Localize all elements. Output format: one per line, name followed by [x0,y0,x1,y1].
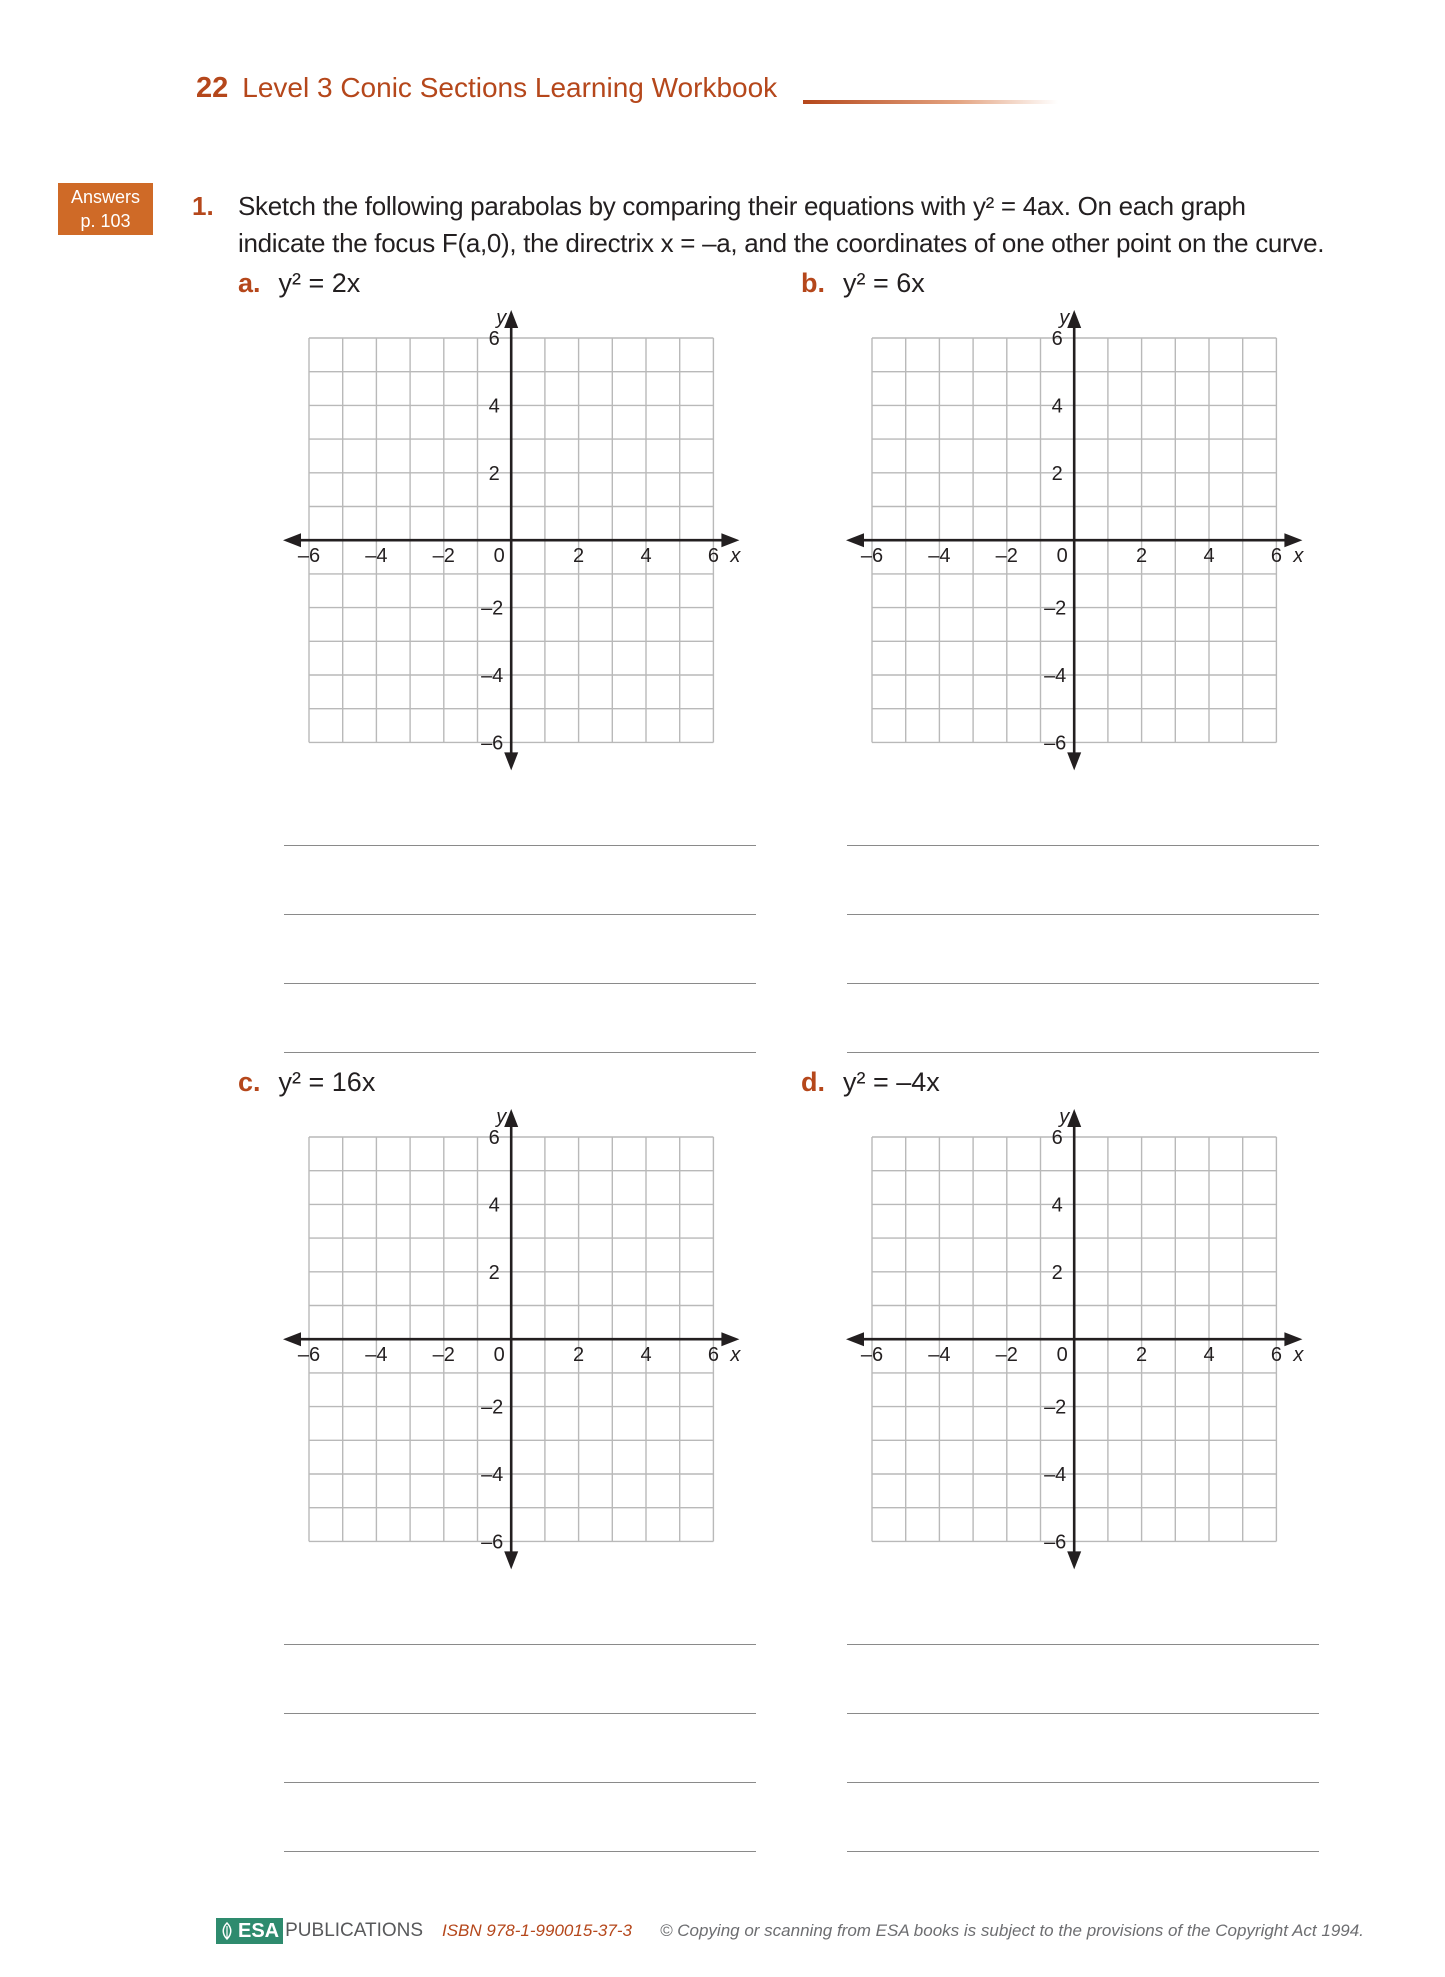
y-tick-label: –6 [481,1531,504,1554]
y-tick-label: 6 [1051,1127,1063,1149]
part-label-c [238,1067,375,1098]
y-axis-label: y [496,1106,507,1128]
y-axis-arrow-down [1067,1551,1081,1569]
x-axis-label: x [730,545,741,568]
x-tick-label: 2 [1136,545,1148,568]
y-axis-arrow-up [504,310,518,328]
part-letter: d. [801,1067,825,1097]
y-tick-label: 2 [488,462,500,485]
graph-d[interactable] [839,1099,1319,1589]
answers-tab[interactable] [58,183,153,235]
x-tick-label: 2 [1136,1344,1148,1367]
copyright-notice: © Copying or scanning from ESA books is subject to the provisions of the Copyright Act 1994. [660,1921,1364,1940]
y-tick-label: –2 [1044,597,1067,620]
x-tick-label: 2 [573,545,585,568]
y-axis-label: y [1059,1106,1070,1128]
x-axis-label: x [1293,1344,1304,1367]
leaf-icon [220,1922,234,1940]
question-equation: y² = 4ax [972,191,1064,221]
y-tick-label: 4 [488,1194,500,1217]
answers-label: Answers [70,187,141,207]
answer-line[interactable] [847,983,1319,984]
y-tick-label: –4 [1044,665,1067,687]
y-axis-label: y [1059,307,1070,329]
question-text-part1: Sketch the following parabolas by comparing their equations with [238,191,973,221]
y-tick-label: 2 [1051,1261,1063,1284]
esa-logo [216,1918,423,1944]
part-letter: b. [801,268,825,298]
question-text-part2: . On each graph indicate the focus F(a,0), the directrix x = –a, and the coordinates of one other point on the curve. [238,191,1325,258]
x-tick-label: 6 [1270,1344,1282,1367]
page-number: 22 [196,72,229,104]
y-tick-label: –2 [481,1396,504,1419]
answer-line[interactable] [284,1052,756,1053]
x-tick-label: 0 [493,545,505,568]
x-tick-label: 6 [707,545,719,568]
answer-line[interactable] [284,1644,756,1645]
x-tick-label: –2 [432,1344,455,1367]
part-equation: y² = 2x [278,268,361,298]
x-tick-label: 2 [573,1344,585,1367]
y-tick-label: –4 [1044,1464,1067,1486]
answer-line[interactable] [284,914,756,915]
x-tick-label: –6 [297,545,321,568]
y-tick-label: 6 [1051,328,1063,350]
isbn: ISBN 978-1-990015-37-3 [442,1921,632,1940]
x-tick-label: 4 [640,545,652,568]
x-tick-label: –2 [995,1344,1018,1367]
y-tick-label: –6 [1044,732,1067,755]
answer-line[interactable] [847,1782,1319,1783]
y-axis-arrow-down [504,752,518,770]
part-label-b [801,268,925,299]
page-header [196,72,1096,112]
answer-line[interactable] [284,1851,756,1852]
y-tick-label: 2 [488,1261,500,1284]
question-text [238,188,1338,262]
x-axis-label: x [730,1344,741,1367]
answer-line[interactable] [284,1782,756,1783]
y-axis-label: y [496,307,507,329]
y-tick-label: –4 [481,665,504,687]
x-tick-label: 0 [1056,545,1068,568]
answer-line[interactable] [847,1644,1319,1645]
x-tick-label: –4 [365,1344,388,1367]
question-number: 1. [192,191,214,221]
esa-logo-box [216,1918,283,1944]
x-tick-label: –2 [432,545,455,568]
y-tick-label: –6 [1044,1531,1067,1554]
x-tick-label: 0 [493,1344,505,1367]
y-tick-label: 4 [488,395,500,418]
x-tick-label: –2 [995,545,1018,568]
x-tick-label: –4 [928,1344,951,1367]
x-tick-label: –6 [860,545,884,568]
x-tick-label: 4 [1203,545,1215,568]
y-tick-label: 6 [488,1127,500,1149]
y-tick-label: 4 [1051,395,1063,418]
answer-line[interactable] [284,845,756,846]
x-tick-label: 4 [1203,1344,1215,1367]
esa-logo-suffix: PUBLICATIONS [285,1920,424,1941]
answer-line[interactable] [847,845,1319,846]
part-equation: y² = 6x [843,268,925,298]
x-tick-label: –6 [860,1344,884,1367]
answer-line[interactable] [847,1851,1319,1852]
part-label-a [238,268,360,299]
x-tick-label: –6 [297,1344,321,1367]
part-equation: y² = 16x [278,1067,376,1097]
x-tick-label: 4 [640,1344,652,1367]
y-axis-arrow-up [1067,1109,1081,1127]
part-label-d [801,1067,940,1098]
book-title: Level 3 Conic Sections Learning Workbook [242,72,778,103]
y-axis-arrow-down [504,1551,518,1569]
x-tick-label: 6 [1270,545,1282,568]
y-tick-label: –6 [481,732,504,755]
graph-a[interactable] [276,300,756,790]
part-letter: a. [238,268,261,298]
x-tick-label: –4 [928,545,951,568]
y-tick-label: 6 [488,328,500,350]
part-equation: y² = –4x [843,1067,940,1097]
y-tick-label: –4 [481,1464,504,1486]
graph-c[interactable] [276,1099,756,1589]
answers-page: p. 103 [80,211,131,231]
x-tick-label: 6 [707,1344,719,1367]
y-tick-label: –2 [481,597,504,620]
y-tick-label: 4 [1051,1194,1063,1217]
graph-b[interactable] [839,300,1319,790]
page-footer [216,1918,1416,1948]
answer-line[interactable] [847,1052,1319,1053]
y-axis-arrow-up [504,1109,518,1127]
x-tick-label: 0 [1056,1344,1068,1367]
answer-line[interactable] [284,983,756,984]
y-axis-arrow-up [1067,310,1081,328]
esa-logo-text: ESA [238,1920,280,1942]
x-axis-label: x [1293,545,1304,568]
part-letter: c. [238,1067,261,1097]
header-rule [803,100,1058,104]
y-axis-arrow-down [1067,752,1081,770]
x-tick-label: –4 [365,545,388,568]
answer-line[interactable] [847,914,1319,915]
answer-line[interactable] [284,1713,756,1714]
y-tick-label: 2 [1051,462,1063,485]
y-tick-label: –2 [1044,1396,1067,1419]
answer-line[interactable] [847,1713,1319,1714]
